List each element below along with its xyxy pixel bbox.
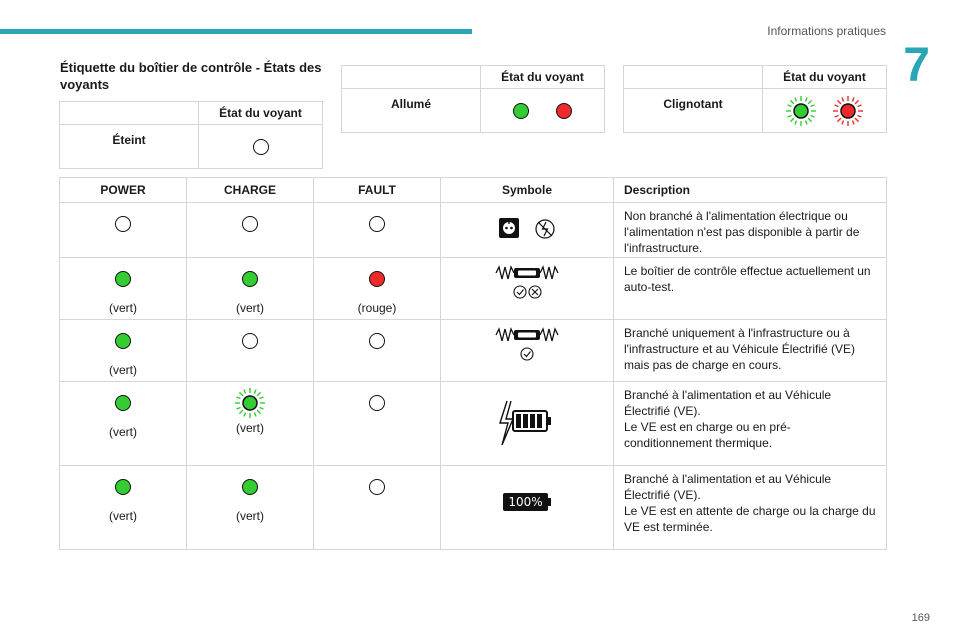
- led-red-blinking-icon: [832, 95, 864, 127]
- cable-connected-icon: [494, 327, 560, 363]
- led-green-on-icon: [242, 479, 258, 495]
- legend-on-label: Allumé: [342, 89, 481, 133]
- led-color-label: (vert): [236, 301, 264, 315]
- table-row: [60, 466, 887, 550]
- page-number: 169: [911, 612, 930, 624]
- row-description: Le VE est en charge ou en pré-conditionnement thermique.: [624, 420, 791, 450]
- battery-charging-icon: [497, 399, 557, 447]
- led-off-icon: [369, 395, 385, 411]
- led-color-label: (vert): [109, 301, 137, 315]
- legend-header: État du voyant: [763, 66, 887, 89]
- col-fault: FAULT: [314, 178, 441, 203]
- battery-full-icon: [503, 493, 550, 511]
- legend-header: État du voyant: [481, 66, 605, 89]
- legend-off-label: Éteint: [60, 125, 199, 169]
- cable-self-test-icon: [494, 265, 560, 301]
- led-red-on-icon: [556, 103, 572, 119]
- led-green-blinking-icon: [234, 387, 266, 419]
- legend-blink-table: [623, 65, 887, 133]
- led-color-label: (vert): [236, 509, 264, 523]
- led-green-on-icon: [115, 395, 131, 411]
- led-status-table: [59, 177, 887, 550]
- table-row: [60, 382, 887, 466]
- led-off-icon: [242, 333, 258, 349]
- led-off-icon: [242, 216, 258, 232]
- legend-blink-label: Clignotant: [624, 89, 763, 133]
- row-description: Branché à l'alimentation et au Véhicule Électrifié (VE).: [624, 472, 832, 502]
- table-row: [60, 320, 887, 382]
- led-off-icon: [369, 333, 385, 349]
- table-row: [60, 203, 887, 258]
- col-power: POWER: [60, 178, 187, 203]
- header-title: Informations pratiques: [767, 24, 886, 38]
- led-red-on-icon: [369, 271, 385, 287]
- row-description: Branché à l'alimentation et au Véhicule Électrifié (VE).: [624, 388, 832, 418]
- led-color-label: (vert): [109, 425, 137, 439]
- section-title: Étiquette du boîtier de contrôle - États des voyants: [60, 60, 322, 92]
- col-symbol: Symbole: [441, 178, 614, 203]
- col-charge: CHARGE: [187, 178, 314, 203]
- led-color-label: (rouge): [357, 301, 397, 315]
- socket-unplugged-icon: [497, 216, 557, 242]
- led-off-icon: [115, 216, 131, 232]
- led-green-on-icon: [115, 333, 131, 349]
- led-green-on-icon: [115, 479, 131, 495]
- led-off-icon: [253, 139, 269, 155]
- led-green-on-icon: [242, 271, 258, 287]
- led-off-icon: [369, 479, 385, 495]
- row-description: Le boîtier de contrôle effectue actuellement un auto-test.: [614, 258, 887, 320]
- led-green-on-icon: [513, 103, 529, 119]
- table-row: [60, 258, 887, 320]
- led-color-label: (vert): [236, 421, 264, 435]
- header-accent-bar: [0, 29, 472, 34]
- row-description: Branché uniquement à l'infrastructure ou à l'infrastructure et au Véhicule Électrifié (VE) mais pas de charge en cours.: [614, 320, 887, 382]
- led-color-label: (vert): [109, 509, 137, 523]
- led-green-on-icon: [115, 271, 131, 287]
- led-green-blinking-icon: [785, 95, 817, 127]
- legend-off-table: [59, 101, 323, 169]
- col-description: Description: [614, 178, 887, 203]
- legend-header: État du voyant: [199, 102, 323, 125]
- chapter-number: 7: [903, 39, 930, 92]
- led-color-label: (vert): [109, 363, 137, 377]
- row-description: Non branché à l'alimentation électrique ou l'alimentation n'est pas disponible à partir de l'infrastructure.: [614, 203, 887, 258]
- led-off-icon: [369, 216, 385, 232]
- legend-on-table: [341, 65, 605, 133]
- row-description: Le VE est en attente de charge ou la charge du VE est terminée.: [624, 504, 876, 534]
- battery-full-text: 100%: [503, 493, 547, 511]
